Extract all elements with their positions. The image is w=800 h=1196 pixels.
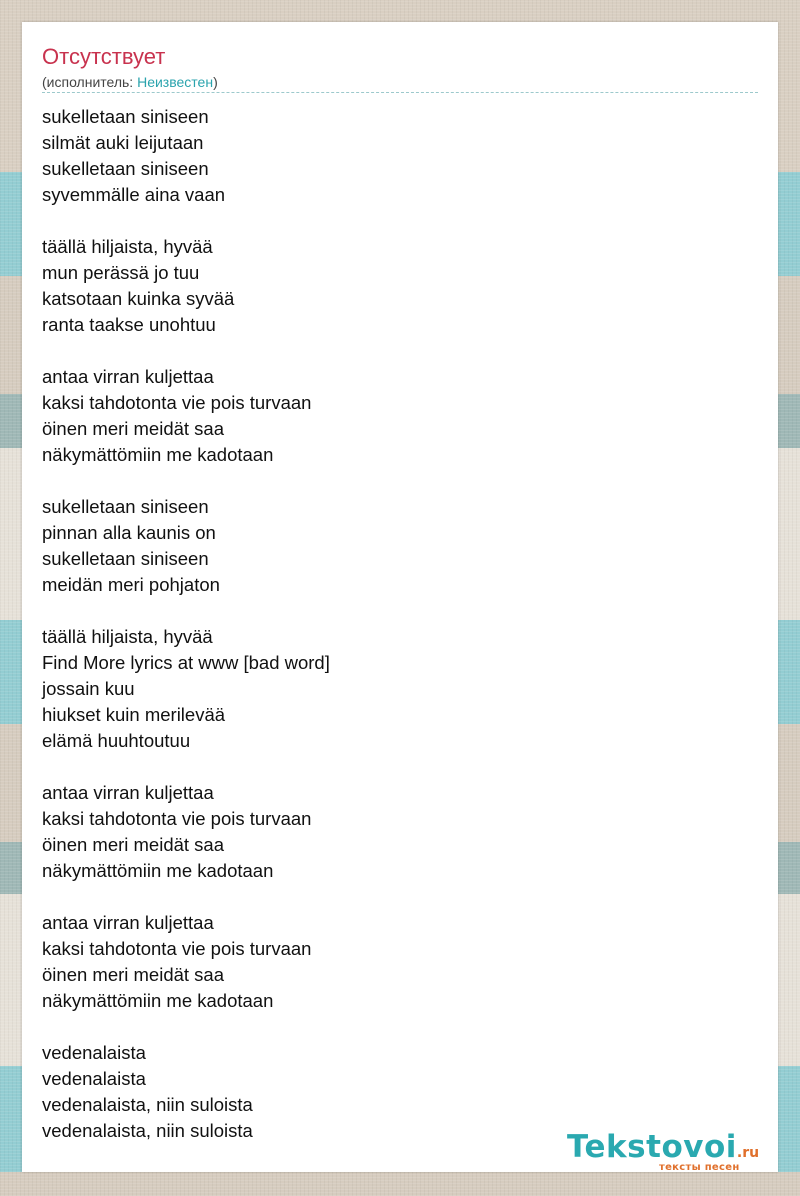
song-title: Отсутствует <box>42 44 166 69</box>
lyrics-card <box>22 22 778 1172</box>
artist-link[interactable]: Неизвестен <box>137 74 214 90</box>
lyric-line: vedenalaista <box>42 1042 146 1063</box>
stanza-gap <box>42 884 330 910</box>
lyric-line: kaksi tahdotonta vie pois turvaan <box>42 808 312 829</box>
lyric-line: hiukset kuin merilevää <box>42 704 226 725</box>
lyric-line: mun perässä jo tuu <box>42 262 200 283</box>
lyric-line: näkymättömiin me kadotaan <box>42 990 274 1011</box>
lyric-line: Find More lyrics at www [bad word] <box>42 652 330 673</box>
lyric-line: sukelletaan siniseen <box>42 496 209 517</box>
lyric-line: meidän meri pohjaton <box>42 574 220 595</box>
lyric-line: ranta taakse unohtuu <box>42 314 216 335</box>
lyrics-text <box>42 104 330 1144</box>
logo-tagline: тексты песен <box>659 1162 740 1173</box>
lyric-line: vedenalaista <box>42 1068 146 1089</box>
lyric-line: täällä hiljaista, hyvää <box>42 626 213 647</box>
lyric-line: vedenalaista, niin suloista <box>42 1120 253 1141</box>
stanza-gap <box>42 338 330 364</box>
lyric-line: näkymättömiin me kadotaan <box>42 860 274 881</box>
lyric-line: öinen meri meidät saa <box>42 834 225 855</box>
artist-line <box>42 73 218 91</box>
lyric-line: pinnan alla kaunis on <box>42 522 216 543</box>
lyric-line: elämä huuhtoutuu <box>42 730 191 751</box>
lyric-line: kaksi tahdotonta vie pois turvaan <box>42 392 312 413</box>
lyric-line: kaksi tahdotonta vie pois turvaan <box>42 938 312 959</box>
stanza-gap <box>42 468 330 494</box>
lyric-line: näkymättömiin me kadotaan <box>42 444 274 465</box>
lyric-line: antaa virran kuljettaa <box>42 912 214 933</box>
lyric-line: sukelletaan siniseen <box>42 548 209 569</box>
logo-name: Tekstovoi <box>567 1129 737 1165</box>
logo-tld: .ru <box>736 1145 760 1161</box>
site-logo[interactable] <box>567 1129 777 1173</box>
stanza-gap <box>42 598 330 624</box>
lyric-line: katsotaan kuinka syvää <box>42 288 235 309</box>
lyric-line: syvemmälle aina vaan <box>42 184 226 205</box>
lyric-line: öinen meri meidät saa <box>42 418 225 439</box>
lyric-line: vedenalaista, niin suloista <box>42 1094 253 1115</box>
lyric-line: täällä hiljaista, hyvää <box>42 236 213 257</box>
artist-prefix: (исполнитель: <box>42 74 138 90</box>
title-divider <box>42 92 758 93</box>
lyric-line: antaa virran kuljettaa <box>42 366 214 387</box>
lyric-line: sukelletaan siniseen <box>42 158 209 179</box>
lyric-line: silmät auki leijutaan <box>42 132 204 153</box>
lyric-line: antaa virran kuljettaa <box>42 782 214 803</box>
lyric-line: öinen meri meidät saa <box>42 964 225 985</box>
artist-suffix: ) <box>213 74 218 90</box>
stanza-gap <box>42 1014 330 1040</box>
lyric-line: jossain kuu <box>42 678 135 699</box>
stanza-gap <box>42 208 330 234</box>
stanza-gap <box>42 754 330 780</box>
lyric-line: sukelletaan siniseen <box>42 106 209 127</box>
